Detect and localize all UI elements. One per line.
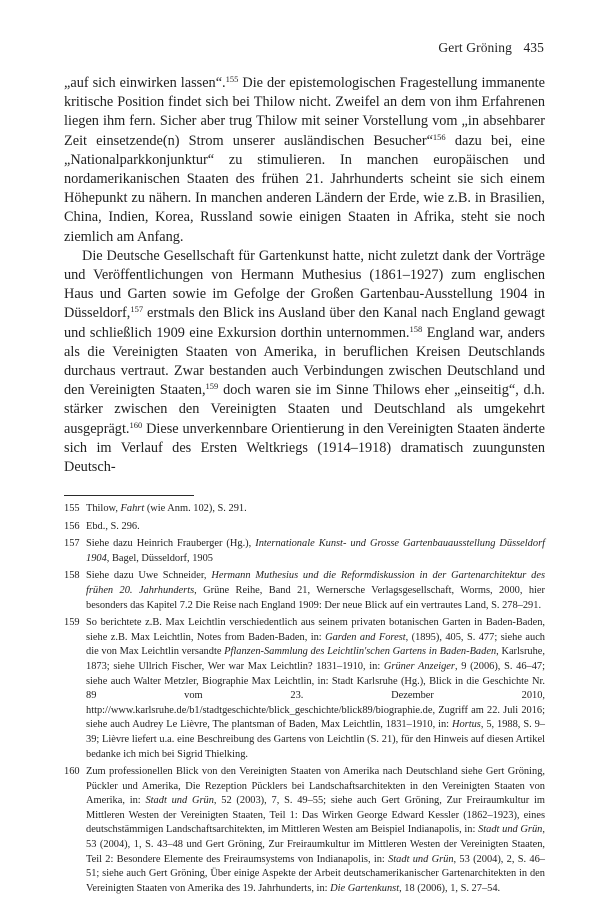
header-author: Gert Gröning — [438, 40, 512, 55]
page-number: 435 — [523, 40, 544, 55]
footnote-155 — [64, 502, 545, 517]
footnote-text: Siehe dazu Uwe Schneider, Hermann Muthesius und die Reformdiskussion in der Gartenarchitektur des frühen 20. Jahrhunderts, Grüne Reihe, Band 21, Wernersche Verlagsgesellschaft, Worms, 2000, hier besonders das Kapitel 7.2 Die Reise nach England 1909: Der neue Blick auf ein vertrautes Land, S. 278–291. — [86, 570, 545, 611]
italic-title: Stadt und Grün — [388, 853, 454, 865]
footnote-number: 155 — [64, 503, 80, 514]
footnote-159 — [64, 616, 545, 762]
italic-title: Hermann Muthesius und die Reformdiskussion in der Gartenarchitektur des frühen 20. Jahrhunderts — [86, 570, 545, 596]
footnote-157 — [64, 537, 545, 566]
italic-title: Internationale Kunst- und Grosse Gartenbauausstellung Düsseldorf 1904 — [86, 538, 545, 564]
italic-title: Die Gartenkunst — [330, 882, 400, 894]
footnote-text: Zum professionellen Blick von den Vereinigten Staaten von Amerika nach Deutschland siehe Gert Gröning, Pückler und Amerika, Die Rezeption Pücklers bei Landschaftsarchitekten in den Vereinigten Staaten von Amerika, in: Stadt und Grün, 52 (2003), 7, S. 49–55; siehe auch Gert Gröning, Zur Freiraumkultur im Mittleren Westen der Vereinigten Staaten, Teil 1: Das Wirken George Edward Kessler (1862–1923), eines deutschstämmigen Landschaftsarchitekten, im Mittleren Westen am Beispiel Indianapolis, in: Stadt und Grün, 53 (2004), 1, S. 43–48 und Gert Gröning, Zur Freiraumkultur im Mittleren Westen der Vereinigten Staaten, Teil 2: Besondere Elemente des Freiraumsystems von Indianapolis, in: Stadt und Grün, 53 (2004), 2, S. 46–51; siehe auch Gert Gröning, Über einige Aspekte der Arbeit deutschamerikanischer Gartenarchitekten in den Vereinigten Staaten von Amerika des 19. Jahrhunderts, in: Die Gartenkunst, 18 (2006), 1, S. 27–54. — [86, 766, 546, 894]
italic-title: Grüner Anzeiger — [383, 660, 455, 672]
italic-title: Fahrt — [120, 503, 145, 514]
running-header — [438, 40, 544, 56]
footnote-156 — [64, 520, 545, 535]
footnote-ref: 156 — [432, 131, 446, 142]
footnote-ref: 159 — [205, 381, 219, 392]
italic-title: Garden and Forest — [325, 631, 406, 643]
footnote-number: 156 — [64, 520, 80, 532]
footnote-text: Siehe dazu Heinrich Frauberger (Hg.), Internationale Kunst- und Grosse Gartenbauausstellung Düsseldorf 1904, Bagel, Düsseldorf, 1905 — [86, 538, 545, 564]
footnote-number: 157 — [64, 538, 80, 550]
footnote-158 — [64, 569, 545, 613]
footnotes — [64, 502, 545, 899]
footnote-text: Ebd., S. 296. — [86, 520, 140, 532]
footnote-number: 160 — [64, 766, 80, 778]
footnote-divider — [64, 495, 194, 496]
footnote-ref: 155 — [225, 74, 239, 84]
italic-title: Stadt und Grün — [145, 795, 214, 807]
paragraph-2: Die Deutsche Gesellschaft für Gartenkunst hatte, nicht zuletzt dank der Vorträge und Veröffentlichungen von Hermann Muthesius (1861–1927) zum englischen Haus und Garten sowie im Gefolge der Großen Gartenbau-Ausstellung 1904 in Düsseldorf,$^{157}$ erstmals den Blick ins Ausland über den Kanal nach England gewagt und schließlich 1909 eine Exkursion dorthin unternommen.$^{158}$ England war, anders als die Vereinigten Staaten von Amerika, in beruflichen Kreisen Deutschlands durchaus vertraut. Zwar bestanden auch Verbindungen zwischen Deutschland und den Vereinigten Staaten,$^{159}$ doch waren sie im Sinne Thilows eher „einseitig“, d.h. stärker zwischen den Vereinigten Staaten und Deutschland als umgekehrt ausgeprägt.$^{160}$ Diese unverkennbare Orientierung in den Vereinigten Staaten änderte sich im Verlauf des Ersten Weltkriegs (1914–1918) dramatisch zuungunsten Deutsch- — [64, 247, 546, 476]
footnote-ref: 157 — [130, 304, 144, 315]
footnote-text: So berichtete z.B. Max Leichtlin verschiedentlich aus seinem privaten botanischen Garten in Baden-Baden, siehe z.B. Max Leichtlin, Notes from Baden-Baden, in: Garden and Forest, (1895), 405, S. 477; siehe auch die von Max Leichtlin versandte Pflanzen-Sammlung des Leichtlin'schen Gartens in Baden-Baden, Karlsruhe, 1873; siehe Ullrich Fischer, Wer war Max Leichtlin? 1831–1910, in: Grüner Anzeiger, 9 (2006), S. 46–47; siehe auch Walter Metzler, Biographie Max Leichtlin, in: Stadt Karlsruhe (Hg.), Blick in die Geschichte Nr. 89 vom 23. Dezember 2010, http://www.karlsruhe.de/b1/stadtgeschichte/blick_geschichte/blick89/biographie.de, Zugriff am 22. Juli 2016; siehe auch Audrey Le Lièvre, The plantsman of Baden, Max Leichtlin, 1831–1910, in: Hortus, 5, 1988, S. 9–39; Lièvre liefert u.a. eine Beschreibung des Gartens von Leichtlin (S. 21), für den Hinweis auf diesen Artikel bedanke ich mich bei Sigrid Thielking. — [86, 617, 546, 760]
paragraph-1: „auf sich einwirken lassen“.$^{155}$ Die der epistemologischen Fragestellung immanente kritische Position findet sich bei Thilow nicht. Zweifel an dem von ihm Erfahrenen liegen ihm fern. Sicher aber trug Thilow mit seiner Vorstellung vom „in absehbarer Zeit einsetzende(n) Strom unserer ausländischen Besucher“$^{156}$ dazu bei, eine „Nationalparkkonjunktur“ zu stimulieren. In manchen europäischen und nordamerikanischen Staaten des frühen 21. Jahrhunderts scheint sie sich einem Höhepunkt zu nähern. In manchen anderen Ländern der Erde, wie z.B. in Brasilien, China, Indien, Korea, Russland sowie einigen Staaten in Afrika, steht sie noch ziemlich am Anfang. — [64, 74, 545, 245]
footnote-ref: 158 — [409, 323, 423, 334]
main-text — [64, 74, 545, 477]
italic-title: Stadt und Grün — [478, 824, 543, 836]
italic-title: Hortus — [451, 719, 481, 731]
footnote-160 — [64, 765, 545, 896]
footnote-number: 158 — [64, 570, 80, 582]
footnote-number: 159 — [64, 617, 80, 629]
footnote-ref: 160 — [129, 419, 143, 430]
italic-title: Pflanzen-Sammlung des Leichtlin'schen Gartens in Baden-Baden — [224, 646, 497, 658]
footnote-text: Thilow, Fahrt (wie Anm. 102), S. 291. — [86, 503, 247, 514]
